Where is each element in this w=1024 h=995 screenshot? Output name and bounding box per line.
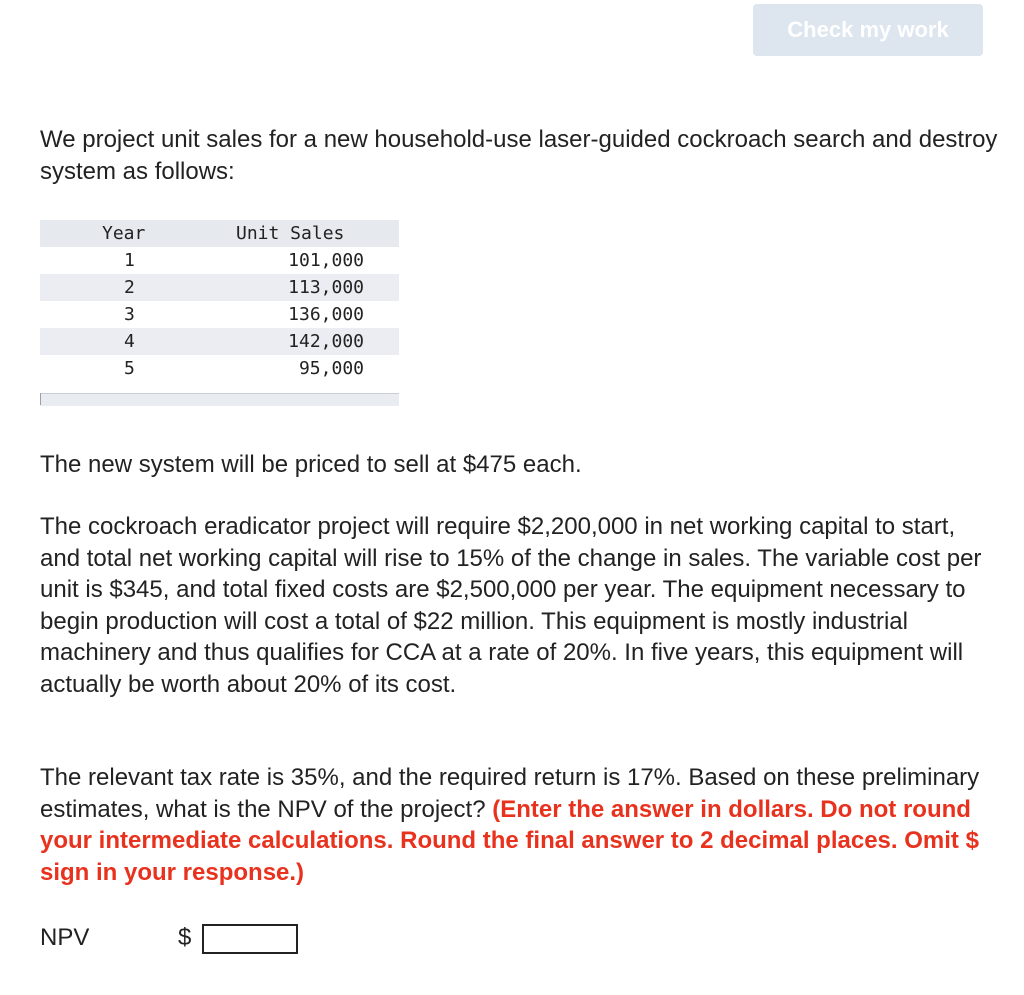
year-cell: 4 [124, 331, 135, 352]
year-cell: 1 [124, 250, 135, 271]
table-row [40, 247, 399, 274]
table-footer-bar [40, 393, 399, 406]
question-prompt-text: The relevant tax rate is 35%, and the required return is 17%. Based on these preliminary estimates, what is the NPV of the project? [40, 764, 980, 823]
year-column-header: Year [102, 223, 146, 244]
npv-label: NPV [40, 924, 90, 951]
unit-sales-cell: 95,000 [298, 358, 364, 379]
year-cell: 5 [124, 358, 135, 379]
table-footer-divider [40, 393, 41, 405]
unit-sales-table [40, 220, 399, 382]
question-intro: We project unit sales for a new household-use laser-guided cockroach search and destroy system as follows: [40, 126, 998, 185]
check-my-work-button[interactable]: Check my work [753, 4, 983, 56]
table-row [40, 355, 399, 382]
project-details: The cockroach eradicator project will require $2,200,000 in net working capital to start, and total net working capital will rise to 15% of the change in sales. The variable cost per unit is $345, and total fixed costs are $2,500,000 per year. The equipment necessary to begin production will cost a total of $22 million. This equipment is mostly industrial machinery and thus qualifies for CCA at a rate of 20%. In five years, this equipment will actually be worth about 20% of its cost. [40, 513, 982, 698]
table-row [40, 274, 399, 301]
unit-sales-cell: 142,000 [288, 331, 364, 352]
unit-sales-cell: 113,000 [288, 277, 364, 298]
year-cell: 2 [124, 277, 135, 298]
question-prompt [40, 762, 1000, 888]
year-cell: 3 [124, 304, 135, 325]
table-row [40, 328, 399, 355]
unit-sales-column-header: Unit Sales [236, 223, 345, 244]
unit-sales-cell: 101,000 [288, 250, 364, 271]
table-header-row [40, 220, 399, 247]
price-statement: The new system will be priced to sell at $475 each. [40, 451, 582, 478]
answer-instructions: (Enter the answer in dollars. Do not round your intermediate calculations. Round the final answer to 2 decimal places. Omit $ sign in your response.) [40, 795, 979, 886]
npv-answer-input[interactable] [202, 924, 298, 954]
dollar-sign: $ [178, 924, 192, 951]
unit-sales-cell: 136,000 [288, 304, 364, 325]
table-row [40, 301, 399, 328]
